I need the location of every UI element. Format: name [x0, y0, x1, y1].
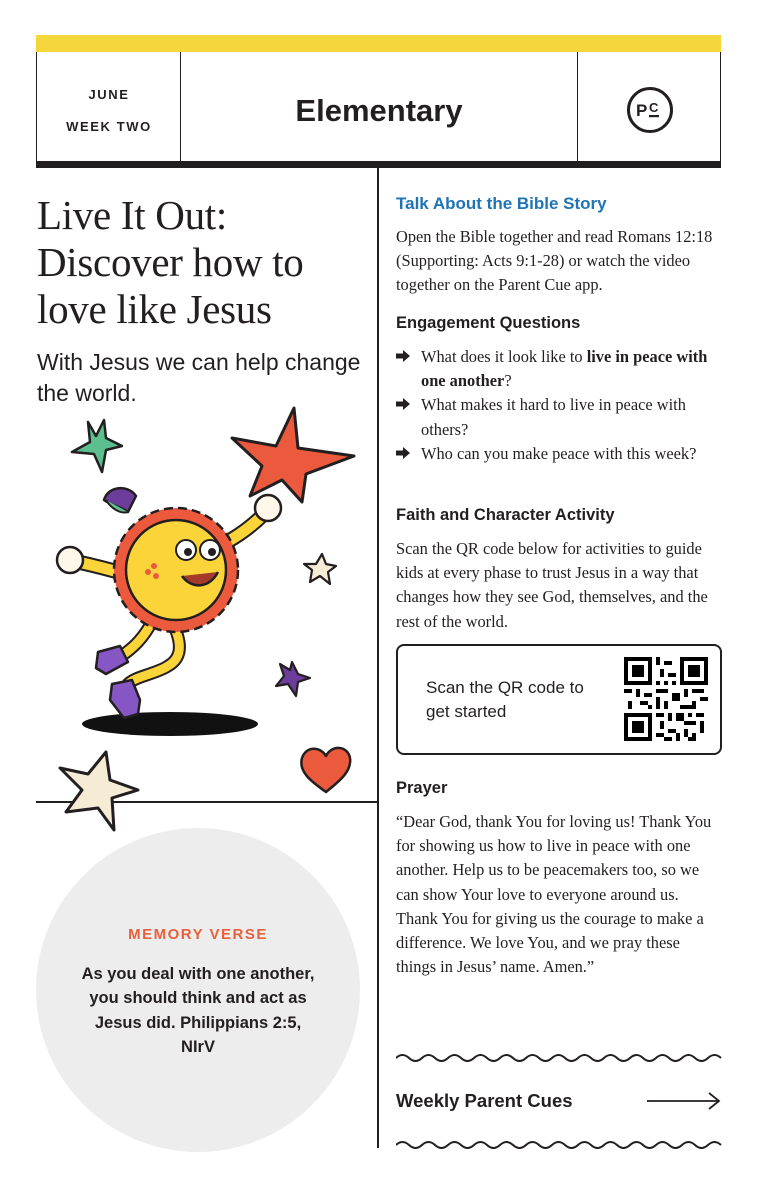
- memory-verse-text: As you deal with one another, you should think and act as Jesus did. Philippians 2:5, NIrV: [81, 965, 315, 1056]
- lesson-title: Live It Out: Discover how to love like Jesus: [37, 192, 304, 332]
- question-text: ?: [504, 371, 512, 391]
- question-text: What does it look like to: [421, 347, 587, 366]
- logo-box: [577, 52, 722, 164]
- hand-icon: [57, 547, 83, 573]
- shoe-icon: [110, 680, 140, 718]
- lesson-subtitle: With Jesus we can help change the world.: [37, 349, 361, 406]
- faith-heading: Faith and Character Activity: [396, 506, 615, 524]
- date-box: [37, 52, 181, 164]
- memory-verse-label: MEMORY VERSE: [128, 926, 268, 943]
- shoe-icon: [96, 646, 128, 674]
- cream-star-icon: [60, 752, 138, 830]
- small-star-icon: [304, 554, 336, 584]
- hand-icon: [255, 495, 281, 521]
- bullet-arrow-icon: [396, 350, 410, 362]
- list-item: [396, 442, 722, 466]
- arrow-right-icon[interactable]: [647, 1091, 721, 1111]
- top-accent-bar: [36, 35, 721, 52]
- parent-cue-logo-icon: [626, 86, 674, 134]
- talk-heading: Talk About the Bible Story: [396, 194, 607, 213]
- qr-text: Scan the QR code to get started: [426, 678, 584, 721]
- column-divider: [377, 168, 379, 1148]
- wavy-divider: [396, 1052, 722, 1064]
- red-star-icon: [232, 408, 354, 502]
- svg-text:C: C: [649, 100, 659, 115]
- month-label: JUNE: [88, 87, 130, 102]
- qr-code-icon[interactable]: [624, 657, 708, 741]
- talk-text: Open the Bible together and read Romans 12:18 (Supporting: Acts 9:1-28) or watch the video together on the Parent Cue app.: [396, 227, 713, 295]
- green-star-icon: [72, 420, 122, 472]
- faith-text: Scan the QR code below for activities to guide kids at every phase to trust Jesus in a way that changes how they see God, themselves, and the rest of the world.: [396, 539, 708, 631]
- question-text: What makes it hard to live in peace with others?: [421, 395, 686, 439]
- sun-face: [126, 520, 226, 620]
- week-label: WEEK TWO: [66, 119, 152, 134]
- question-list: [396, 345, 722, 466]
- header-rule: [36, 161, 721, 168]
- list-item: [396, 393, 722, 441]
- page-title: Elementary: [295, 93, 463, 128]
- bullet-arrow-icon: [396, 447, 410, 459]
- list-item: [396, 345, 722, 393]
- question-text: Who can you make peace with this week?: [421, 443, 697, 463]
- question-emphasis: live in peace with one another: [421, 347, 708, 391]
- engagement-heading: Engagement Questions: [396, 314, 581, 332]
- prayer-heading: Prayer: [396, 779, 448, 797]
- wavy-divider: [396, 1139, 722, 1151]
- heart-icon: [301, 748, 350, 792]
- svg-text:P: P: [636, 101, 648, 120]
- sun-character-illustration: [36, 400, 366, 840]
- qr-callout[interactable]: [396, 644, 722, 755]
- page-header: [36, 52, 721, 164]
- weekly-parent-cues-link[interactable]: Weekly Parent Cues: [396, 1090, 573, 1111]
- bullet-arrow-icon: [396, 398, 410, 410]
- purple-star-icon: [276, 662, 310, 696]
- prayer-text: “Dear God, thank You for loving us! Thank You for showing us how to live in peace with one another. Help us to be peacemakers too, so we can show Your love to everyone around us. Thank You for giving us the courage to make a difference. We love You, and we pray these things in Jesus’ name. Amen.”: [396, 812, 712, 977]
